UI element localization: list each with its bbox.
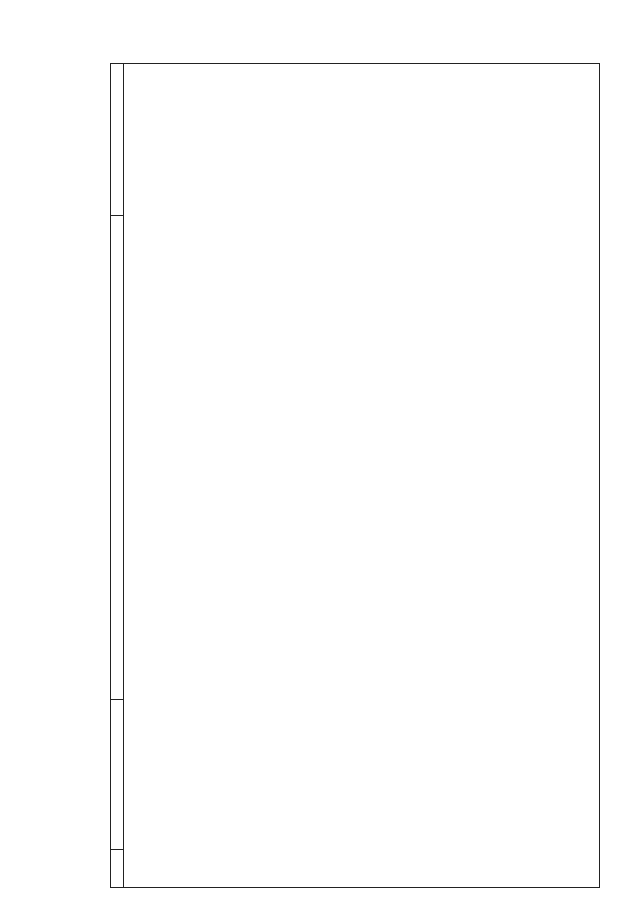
- section-title: [124, 64, 600, 888]
- table-header-row: [111, 64, 124, 888]
- rotated-table-container: [110, 63, 600, 888]
- column-header: [111, 850, 124, 888]
- column-header: [111, 699, 124, 849]
- airspace-table: [110, 63, 600, 888]
- column-header: [111, 64, 124, 216]
- section-row: [124, 64, 600, 888]
- column-header: [111, 215, 124, 699]
